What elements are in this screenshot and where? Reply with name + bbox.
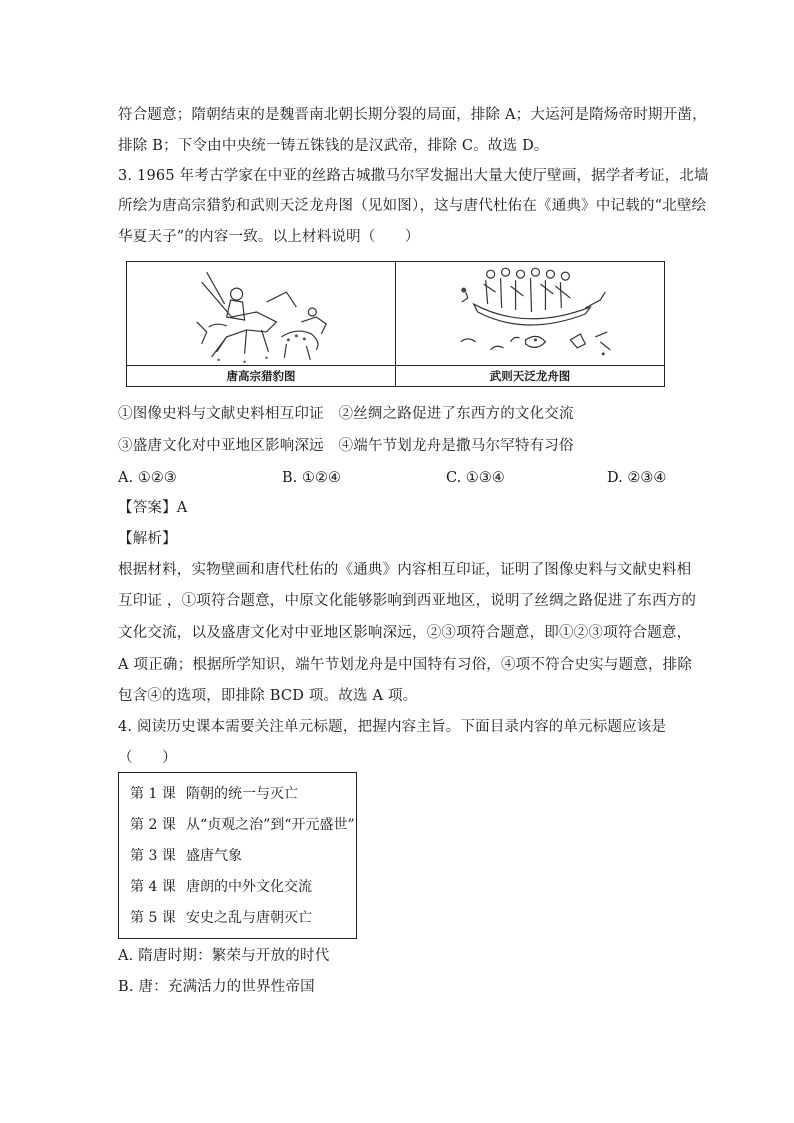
mural-figure-table xyxy=(126,261,665,387)
toc-row xyxy=(130,877,312,897)
lesson-number: 第 2 课 xyxy=(130,817,176,833)
text-line: 符合题意；隋朝结束的是魏晋南北朝长期分裂的局面，排除 A；大运河是隋炀帝时期开凿， xyxy=(118,107,707,123)
text-line: 排除 B；下令由中央统一铸五铢钱的是汉武帝，排除 C。故选 D。 xyxy=(118,138,549,154)
option-c: C. ①③④ xyxy=(446,470,505,486)
question-3-stem: 3. 1965 年考古学家在中亚的丝路古城撒马尔罕发掘出大量大使厅壁画，据学者考证，北墙 xyxy=(118,168,709,184)
dragon-boat-figure xyxy=(395,262,664,386)
text-line: 所绘为唐高宗猎豹和武则天泛龙舟图（见如图），这与唐代杜佑在《通典》中记载的“北壁绘 xyxy=(118,198,707,214)
q4-option-a: A. 隋唐时期：繁荣与开放的时代 xyxy=(118,948,330,964)
lesson-number: 第 4 课 xyxy=(130,879,176,895)
lesson-title: 从“贞观之治”到“开元盛世” xyxy=(186,817,355,833)
lesson-title: 隋朝的统一与灭亡 xyxy=(186,786,298,802)
option-b: B. ①②④ xyxy=(282,470,341,486)
lesson-title: 安史之乱与唐朝灭亡 xyxy=(186,910,312,926)
dragon-boat-illustration xyxy=(396,262,664,367)
analysis-line: 包含④的选项，即排除 BCD 项。故选 A 项。 xyxy=(118,688,418,704)
analysis-heading: 【解析】 xyxy=(118,531,177,547)
dragon-boat-caption: 武则天泛龙舟图 xyxy=(396,365,664,386)
option-a: A. ①②③ xyxy=(118,470,177,486)
toc-row xyxy=(130,908,312,928)
option-d: D. ②③④ xyxy=(607,470,667,486)
lesson-number: 第 1 课 xyxy=(130,786,176,802)
lesson-number: 第 3 课 xyxy=(130,848,176,864)
analysis-line: 根据材料，实物壁画和唐代杜佑的《通典》内容相互印证，证明了图像史料与文献史料相 xyxy=(118,562,692,578)
statements-line: ③盛唐文化对中亚地区影响深远 ④端午节划龙舟是撒马尔罕特有习俗 xyxy=(118,438,574,454)
analysis-line: 互印证 ，①项符合题意，中原文化能够影响到西亚地区，说明了丝绸之路促进了东西方的 xyxy=(118,593,697,609)
statements-line: ①图像史料与文献史料相互印证 ②丝绸之路促进了东西方的文化交流 xyxy=(118,406,574,422)
question-4-stem: 4. 阅读历史课本需要关注单元标题，把握内容主旨。下面目录内容的单元标题应该是 xyxy=(118,719,667,735)
hunting-figure xyxy=(127,262,395,386)
answer-label: 【答案】A xyxy=(118,500,188,516)
hunting-leopard-illustration xyxy=(127,262,395,367)
toc-row xyxy=(130,846,242,866)
text-line: 华夏天子”的内容一致。以上材料说明（ ） xyxy=(118,229,420,245)
q4-option-b: B. 唐：充满活力的世界性帝国 xyxy=(118,979,315,995)
analysis-line: 文化交流，以及盛唐文化对中亚地区影响深远，②③项符合题意，即①②③项符合题意， xyxy=(118,625,692,641)
table-of-contents-box xyxy=(118,772,357,939)
toc-row xyxy=(130,784,298,804)
analysis-line: A 项正确；根据所学知识，端午节划龙舟是中国特有习俗，④项不符合史实与题意，排除 xyxy=(118,657,693,673)
lesson-title: 唐朗的中外文化交流 xyxy=(186,879,312,895)
lesson-number: 第 5 课 xyxy=(130,910,176,926)
hunting-caption: 唐高宗猎豹图 xyxy=(127,365,395,386)
toc-row xyxy=(130,815,355,835)
question-4-blank: （ ） xyxy=(118,750,177,766)
lesson-title: 盛唐气象 xyxy=(186,848,242,864)
